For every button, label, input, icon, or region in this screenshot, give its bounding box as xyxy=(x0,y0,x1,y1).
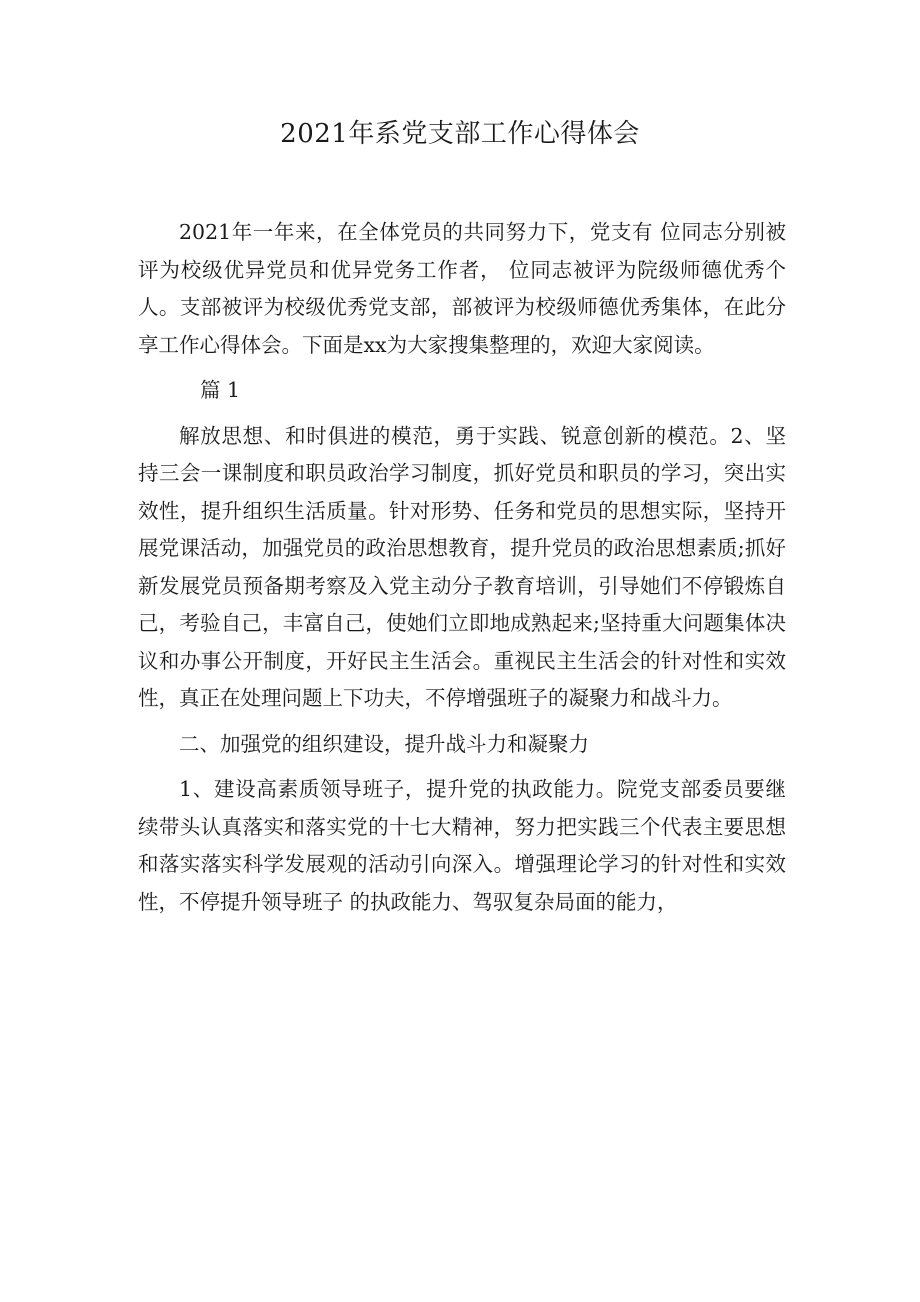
section-label: 篇 1 xyxy=(200,378,241,402)
paragraph-1: 解放思想、和时俱进的模范，勇于实践、锐意创新的模范。2、坚持三会一课制度和职员政治学习制度，抓好党员和职员的学习，突出实效性，提升组织生活质量。针对形势、任务和党员的思想实际，坚持开展党课活动，加强党员的政治思想教育，提升党员的政治思想素质;抓好新发展党员预备期考察及入党主动分子教育培训，引导她们不停锻炼自己，考验自己，丰富自己，使她们立即地成熟起来;坚持重大问题集体决议和办事公开制度，开好民主生活会。重视民主生活会的针对性和实效性，真正在处理问题上下功夫，不停增强班子的凝聚力和战斗力。 xyxy=(138,423,786,710)
section-heading-2: 二、加强党的组织建设，提升战斗力和凝聚力 xyxy=(179,731,589,756)
document-title: 2021年系党支部工作心得体会 xyxy=(280,119,640,149)
intro-paragraph: 2021年一年来，在全体党员的共同努力下，党支有 位同志分别被评为校级优异党员和优异党务工作者， 位同志被评为院级师德优秀个人。支部被评为校级优秀党支部，部被评为校级师德优秀集体，在此分享工作心得体会。下面是xx为大家搜集整理的，欢迎大家阅读。 xyxy=(138,220,786,357)
document-body xyxy=(138,214,786,921)
paragraph-2: 1、建设高素质领导班子，提升党的执政能力。院党支部委员要继续带头认真落实和落实党的十七大精神，努力把实践三个代表主要思想和落实落实科学发展观的活动引向深入。增强理论学习的针对性和实效性，不停提升领导班子 的执政能力、驾驭复杂局面的能力， xyxy=(138,777,786,914)
